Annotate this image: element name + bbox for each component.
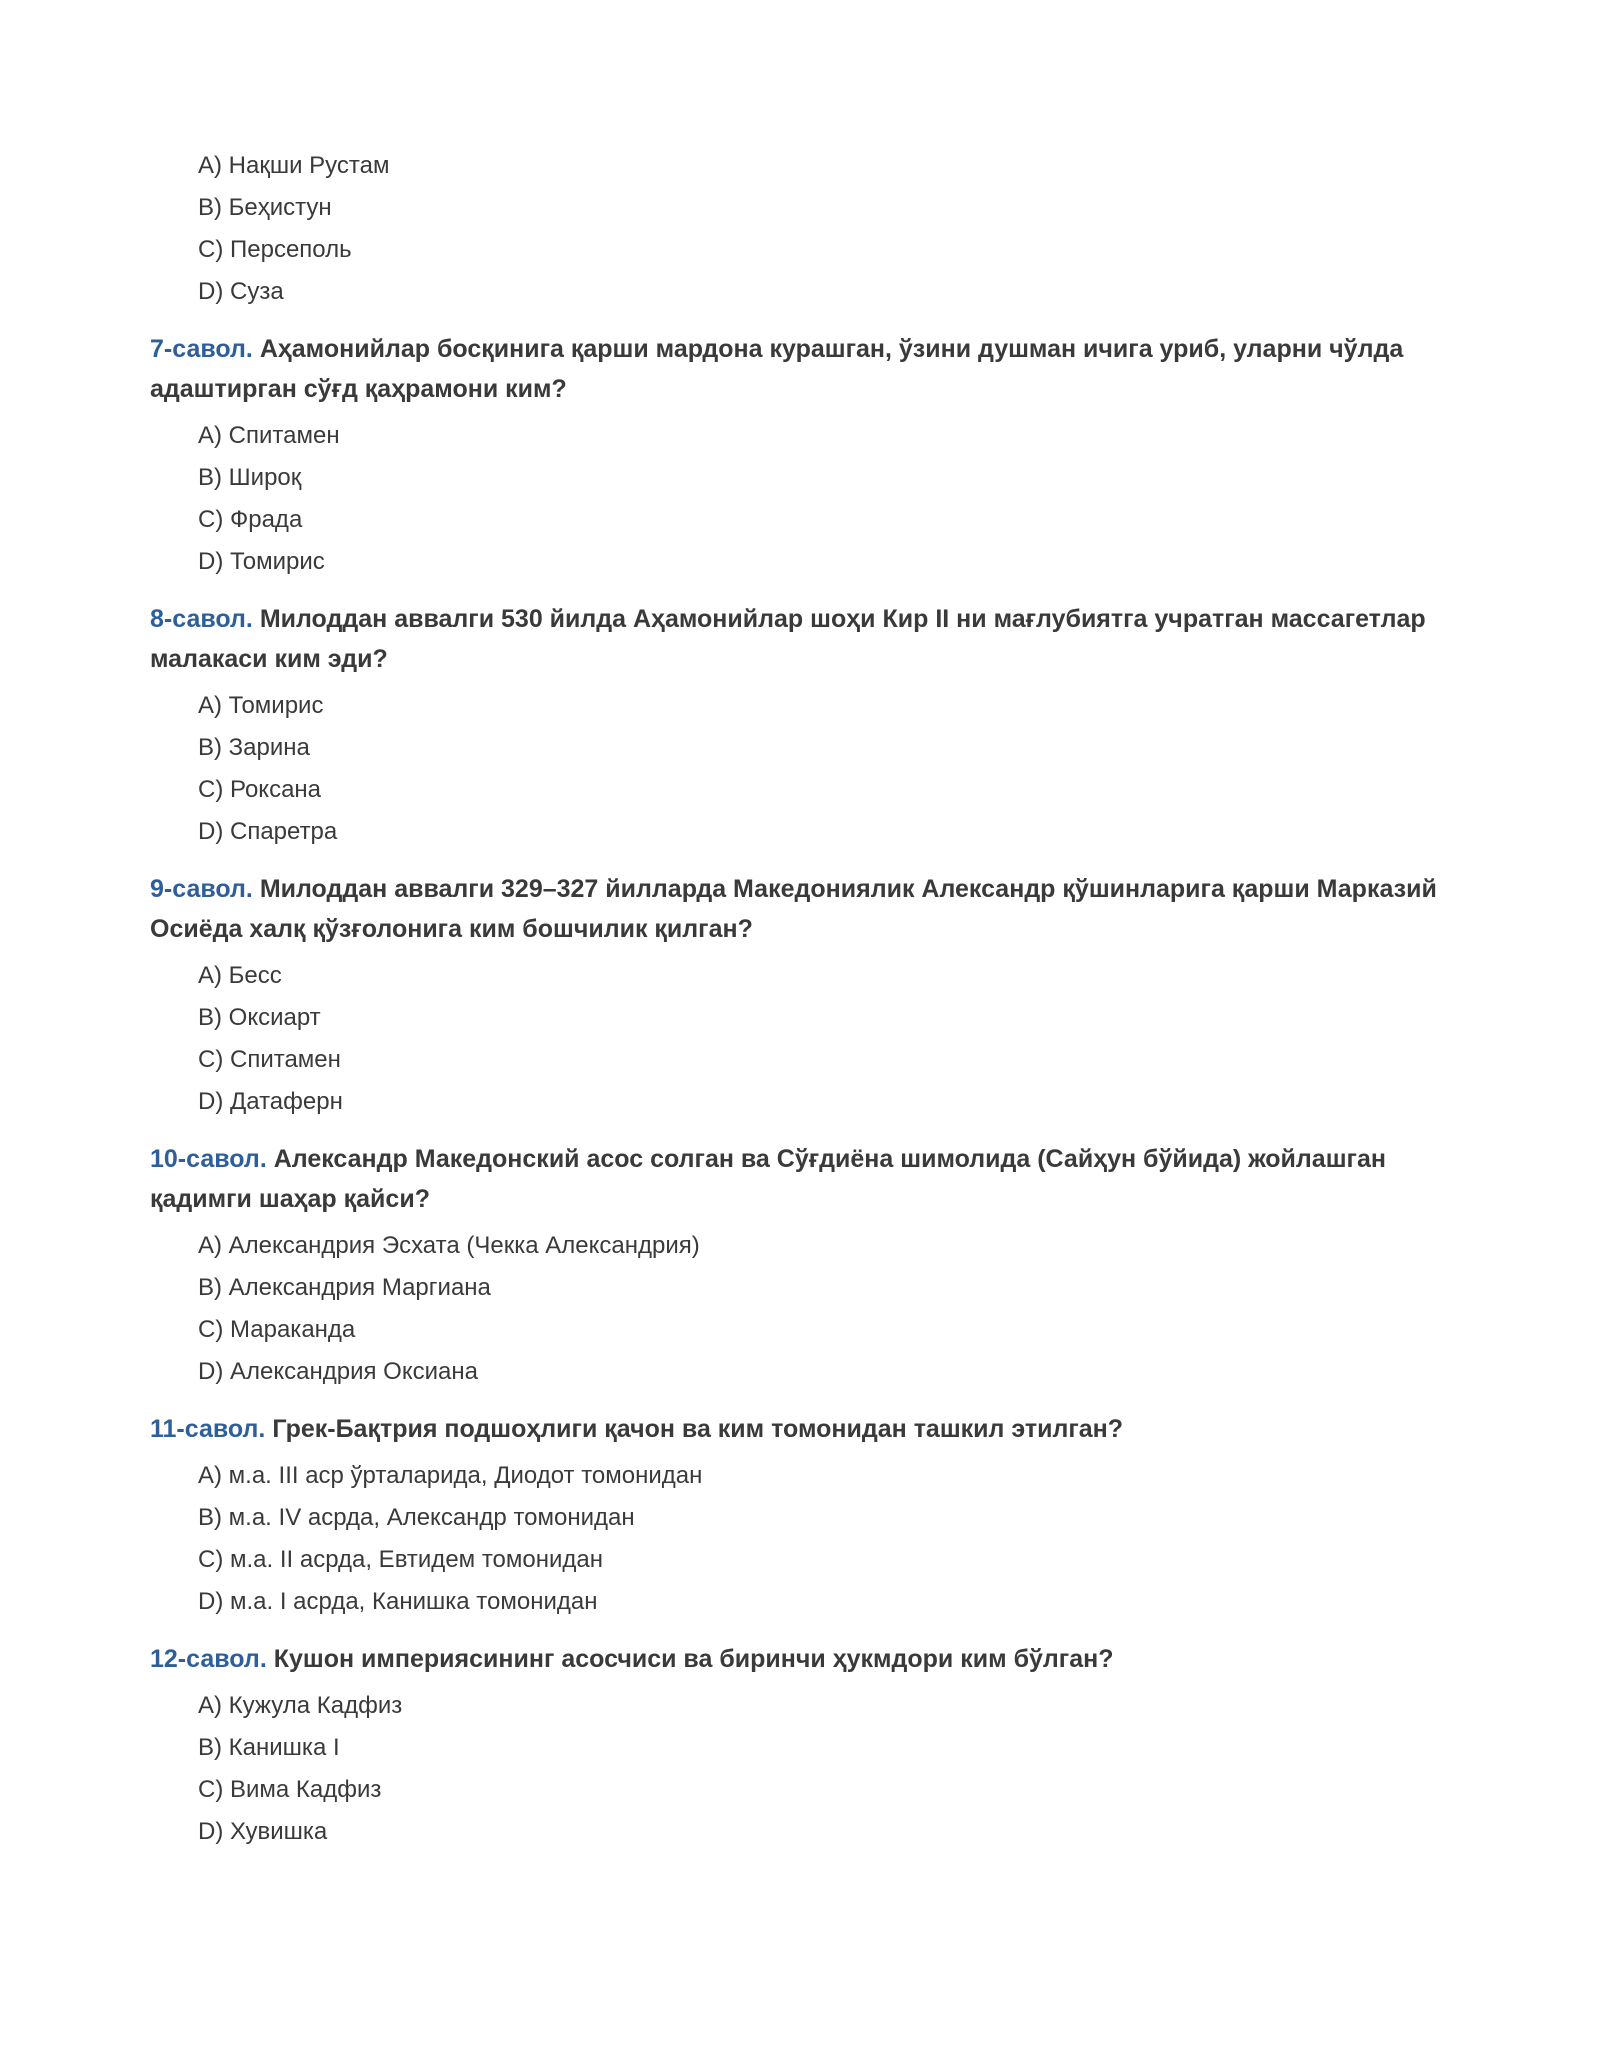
answer-option: D) Суза — [198, 278, 284, 305]
answer-option: A) Бесс — [198, 962, 282, 989]
answer-option: B) Александрия Маргиана — [198, 1274, 491, 1301]
question-number: 11-савол. — [150, 1415, 266, 1443]
answer-option: A) Кужула Кадфиз — [198, 1692, 403, 1719]
question-block-11 — [150, 1409, 1460, 1623]
question-text — [150, 1639, 1460, 1679]
answer-option: C) м.а. II асрда, Евтидем томонидан — [198, 1546, 604, 1573]
answer-option: A) Александрия Эсхата (Чекка Александрия) — [198, 1232, 700, 1259]
answer-option: B) Зарина — [198, 734, 310, 761]
question-body: Кушон империясининг асосчиси ва биринчи ҳукмдори ким бўлган? — [273, 1645, 1114, 1673]
question-block-9 — [150, 869, 1460, 1123]
answer-option: D) м.а. I асрда, Канишка томонидан — [198, 1588, 598, 1615]
question-text — [150, 599, 1460, 679]
answer-option: B) м.а. IV асрда, Александр томонидан — [198, 1504, 635, 1531]
answer-option: C) Спитамен — [198, 1046, 341, 1073]
question-text — [150, 1139, 1460, 1219]
answer-option: B) Канишка I — [198, 1734, 340, 1761]
question-body: Грек-Бақтрия подшоҳлиги қачон ва ким томонидан ташкил этилган? — [272, 1415, 1124, 1443]
answer-option: A) Спитамен — [198, 422, 340, 449]
question-block-12 — [150, 1639, 1460, 1853]
answer-option: B) Оксиарт — [198, 1004, 321, 1031]
answer-option: D) Датаферн — [198, 1088, 343, 1115]
answer-option: C) Персеполь — [198, 236, 352, 263]
question-body: Милоддан аввалги 329–327 йилларда Македониялик Александр қўшинларига қарши Марказий Осиёда халқ қўзғолонига ким бошчилик қилган? — [150, 875, 1437, 943]
answer-option: B) Беҳистун — [198, 194, 332, 221]
question-block-10 — [150, 1139, 1460, 1393]
answer-option: C) Мараканда — [198, 1316, 356, 1343]
question-body: Аҳамонийлар босқинига қарши мардона курашган, ўзини душман ичига уриб, уларни чўлда адаштирган сўғд қаҳрамони ким? — [150, 335, 1404, 403]
question-number: 7-савол. — [150, 335, 253, 363]
question-number: 8-савол. — [150, 605, 253, 633]
answer-option: C) Роксана — [198, 776, 322, 803]
answer-option: C) Вима Кадфиз — [198, 1776, 382, 1803]
quiz-content — [150, 145, 1460, 1853]
question-body: Александр Македонский асос солган ва Сўғдиёна шимолида (Сайҳун бўйида) жойлашган қадимги шаҳар қайси? — [150, 1145, 1386, 1213]
question-number: 12-савол. — [150, 1645, 267, 1673]
answer-option: C) Фрада — [198, 506, 303, 533]
answer-option: B) Широқ — [198, 464, 302, 491]
question-text — [150, 1409, 1460, 1449]
question-number: 9-савол. — [150, 875, 253, 903]
answer-option: D) Спаретра — [198, 818, 338, 845]
answer-option: A) Нақши Рустам — [198, 152, 390, 179]
answer-option: A) м.а. III аср ўрталарида, Диодот томонидан — [198, 1462, 703, 1489]
answer-option: A) Томирис — [198, 692, 324, 719]
question-body: Милоддан аввалги 530 йилда Аҳамонийлар шоҳи Кир II ни мағлубиятга учратган массагетлар малакаси ким эди? — [150, 605, 1426, 673]
question-text — [150, 329, 1460, 409]
answer-option: D) Хувишка — [198, 1818, 328, 1845]
question-number: 10-савол. — [150, 1145, 267, 1173]
question-block-8 — [150, 599, 1460, 853]
question-text — [150, 869, 1460, 949]
answer-option: D) Томирис — [198, 548, 325, 575]
preceding-options — [150, 145, 1460, 313]
question-block-7 — [150, 329, 1460, 583]
answer-option: D) Александрия Оксиана — [198, 1358, 478, 1385]
